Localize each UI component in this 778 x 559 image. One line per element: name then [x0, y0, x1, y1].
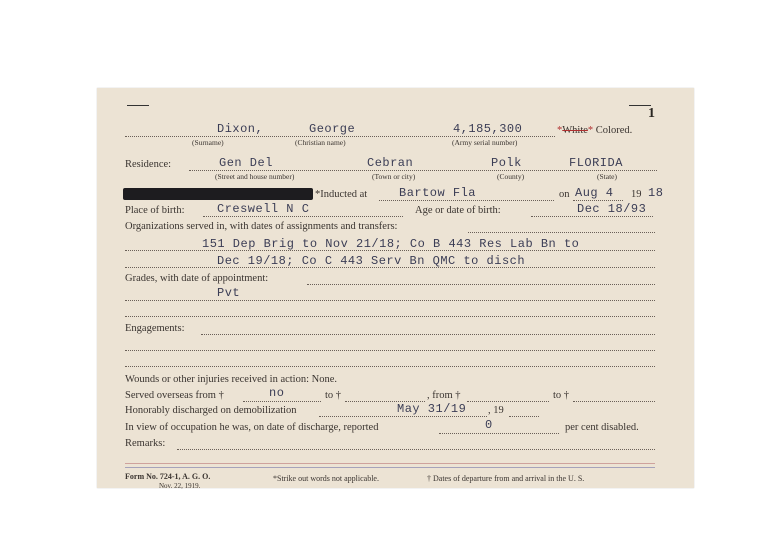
- grades-line-0: [307, 284, 655, 285]
- occupation-label: In view of occupation he was, on date of discharge, reported: [125, 422, 379, 433]
- discharge-year-label: , 19: [488, 405, 504, 416]
- induction-year: 18: [648, 186, 664, 200]
- birthplace-label: Place of birth:: [125, 205, 185, 216]
- percent-line: [439, 433, 559, 434]
- race-white-struck: White: [562, 125, 588, 136]
- orgs-line-1: [125, 250, 655, 251]
- wounds-label: Wounds or other injuries received in action:: [125, 374, 310, 385]
- orgs-line-2: [125, 267, 655, 268]
- town-caption: (Town or city): [372, 172, 416, 181]
- birthplace: Creswell N C: [217, 202, 310, 216]
- return-to-line: [573, 401, 655, 402]
- residence-county: Polk: [491, 156, 522, 170]
- grades-line-1: [125, 300, 655, 301]
- residence-line: [189, 170, 657, 171]
- served-overseas-value: no: [269, 386, 285, 400]
- form-number: Form No. 724-1, A. G. O.: [125, 472, 211, 481]
- remarks-double-rule: [125, 463, 655, 468]
- engagements-line-1: [125, 350, 655, 351]
- served-overseas-label: Served overseas from †: [125, 390, 224, 401]
- form-date: Nov. 22, 1919.: [159, 482, 201, 490]
- orgs-line1: 151 Dep Brig to Nov 21/18; Co B 443 Res Lab Bn to: [202, 237, 580, 251]
- discharge-year-line: [509, 416, 539, 417]
- wounds-row: [125, 374, 337, 385]
- return-from-line: [467, 401, 549, 402]
- top-left-mark: [127, 105, 149, 106]
- year-prefix: 19: [631, 189, 642, 200]
- inducted-label: *Inducted at: [315, 189, 368, 200]
- orgs-line-0: [468, 232, 655, 233]
- discharge-date: May 31/19: [397, 402, 467, 416]
- remarks-label: Remarks:: [125, 438, 166, 449]
- grades-line-2: [125, 316, 655, 317]
- service-record-card: [97, 88, 694, 488]
- residence-town: Cebran: [367, 156, 414, 170]
- birthplace-line: [203, 216, 403, 217]
- surname-caption: (Surname): [192, 138, 224, 147]
- discharged-label: Honorably discharged on demobilization: [125, 405, 297, 416]
- county-caption: (County): [497, 172, 525, 181]
- induction-date-line: [573, 200, 623, 201]
- race-field: *White* Colored.: [557, 125, 633, 136]
- christian-name: George: [309, 122, 356, 136]
- percent-disabled: 0: [485, 418, 493, 432]
- christian-caption: (Christian name): [295, 138, 346, 147]
- race-colored: Colored.: [595, 125, 633, 136]
- residence-state: FLORIDA: [569, 156, 623, 170]
- grade: Pvt: [217, 286, 241, 300]
- engagements-line-2: [125, 366, 655, 367]
- engagements-label: Engagements:: [125, 323, 185, 334]
- residence-street: Gen Del: [219, 156, 273, 170]
- discharge-line: [319, 416, 487, 417]
- induction-date: Aug 4: [575, 186, 614, 200]
- note-strike: *Strike out words not applicable.: [273, 474, 379, 483]
- note-dates: † Dates of departure from and arrival in the U. S.: [427, 474, 585, 483]
- name-line: [125, 136, 555, 137]
- age-label: Age or date of birth:: [415, 205, 501, 216]
- orgs-label: Organizations served in, with dates of assignments and transfers:: [125, 221, 398, 232]
- wounds-value: None.: [311, 374, 338, 385]
- engagements-line-0: [201, 334, 655, 335]
- remarks-line-0: [177, 449, 655, 450]
- percent-label: per cent disabled.: [565, 422, 639, 433]
- serial-caption: (Army serial number): [452, 138, 518, 147]
- overseas-from-line: [243, 401, 321, 402]
- state-caption: (State): [597, 172, 617, 181]
- residence-label: Residence:: [125, 159, 172, 170]
- from-label: , from †: [427, 390, 461, 401]
- orgs-line2: Dec 19/18; Co C 443 Serv Bn QMC to disch: [217, 254, 526, 268]
- to-label: to †: [325, 390, 342, 401]
- street-caption: (Street and house number): [215, 172, 295, 181]
- card-number: 1: [648, 106, 655, 121]
- inducted-line: [379, 200, 554, 201]
- redacted-enlisted-text: [123, 188, 313, 200]
- inducted-at: Bartow Fla: [399, 186, 477, 200]
- serial-number: 4,185,300: [453, 122, 523, 136]
- birth-date: Dec 18/93: [577, 202, 647, 216]
- grades-label: Grades, with date of appointment:: [125, 273, 269, 284]
- age-line: [531, 216, 653, 217]
- surname: Dixon,: [217, 122, 264, 136]
- on-label: on: [559, 189, 570, 200]
- to-label-2: to †: [553, 390, 570, 401]
